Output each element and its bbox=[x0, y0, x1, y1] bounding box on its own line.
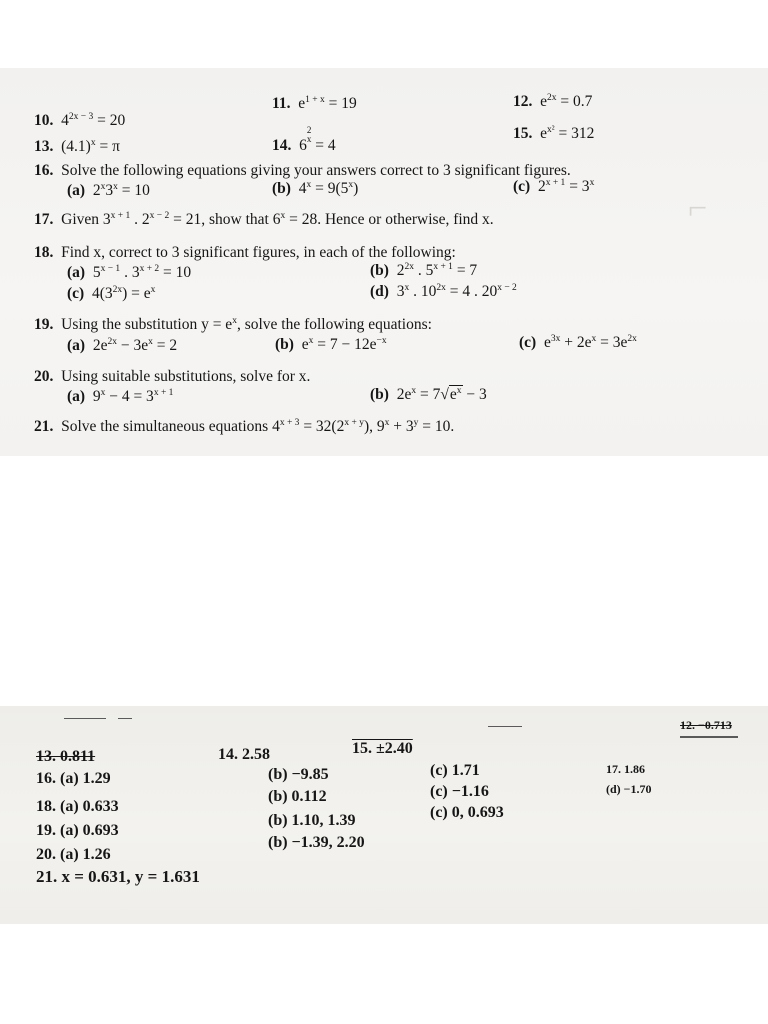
answer-21: 21. x = 0.631, y = 1.631 bbox=[36, 867, 200, 886]
exercise-photo bbox=[0, 68, 768, 456]
answer-18c: (c) −1.16 bbox=[430, 783, 489, 800]
pen-dash bbox=[488, 726, 522, 727]
question-18: 18. Find x, correct to 3 significant figures, in each of the following: bbox=[34, 244, 456, 261]
question-13: 13. $(4.1)^x = \pi$ bbox=[34, 138, 120, 155]
question-14: 14. 62 x = 4 bbox=[272, 125, 336, 154]
q16-part-a: (a) $2^x3^x = 10$ bbox=[67, 182, 150, 199]
answer-19a: 19. (a) 0.693 bbox=[36, 822, 119, 839]
fraction-exponent: 2 x bbox=[306, 125, 312, 144]
answer-17: 17. 1.86 bbox=[606, 762, 645, 776]
question-21: 21. Solve the simultaneous equations $4^{x + 3} = 32(2^{x + y})$, $9^x + 3^y = 10$. bbox=[34, 418, 455, 435]
answer-19c: (c) 0, 0.693 bbox=[430, 804, 504, 821]
q18-part-d: (d) 3$^x$ . $10^{2x} = 4$ . $20^{x - 2}$ bbox=[370, 283, 517, 300]
q19-part-a: (a) $2e^{2x} - 3e^x = 2$ bbox=[67, 337, 178, 354]
answer-18b: (b) 0.112 bbox=[268, 788, 327, 805]
q18-part-a: (a) $5^{x - 1}$ . $3^{x + 2} = 10$ bbox=[67, 264, 192, 281]
answer-15: 15. ±2.40 bbox=[352, 740, 413, 757]
pen-dash bbox=[118, 718, 132, 719]
question-10: 10. $4^{2x - 3} = 20$ bbox=[34, 112, 126, 129]
answer-20b: (b) −1.39, 2.20 bbox=[268, 834, 365, 851]
answer-16b: (b) −9.85 bbox=[268, 766, 329, 783]
answer-18d: (d) −1.70 bbox=[606, 782, 652, 796]
radical-sign: √ bbox=[440, 386, 449, 403]
question-17: 17. Given $3^{x + 1}$ . $2^{x - 2} = 21$, show that $6^x = 28$. Hence or otherwise, find x. bbox=[34, 211, 494, 228]
answers-photo bbox=[0, 706, 768, 924]
bleed-through-mark: ⌐ bbox=[688, 190, 708, 227]
q16-part-c: (c) $2^{x + 1} = 3^x$ bbox=[513, 178, 595, 195]
q19-part-c: (c) $e^{3x} + 2e^x = 3e^{2x}$ bbox=[519, 334, 637, 351]
radical-content: $e^x$ bbox=[449, 386, 462, 403]
answer-16a: 16. (a) 1.29 bbox=[36, 770, 111, 787]
pen-underline bbox=[680, 736, 738, 738]
answer-19b: (b) 1.10, 1.39 bbox=[268, 812, 356, 829]
question-16: 16. Solve the following equations giving your answers correct to 3 significant figures. bbox=[34, 162, 571, 179]
answer-13: 13. 0.811 bbox=[36, 748, 96, 765]
answer-18a: 18. (a) 0.633 bbox=[36, 798, 119, 815]
question-20: 20. Using suitable substitutions, solve for x. bbox=[34, 368, 311, 385]
q16-part-b: (b) $4^x = 9(5^x)$ bbox=[272, 180, 359, 197]
q20-part-b: (b) $2e^x = 7√e^x - 3$ bbox=[370, 386, 487, 403]
pen-dash bbox=[64, 718, 106, 719]
q18-part-c: (c) $4(3^{2x}) = e^x$ bbox=[67, 285, 156, 302]
question-19: 19. Using the substitution $y = e^x$, solve the following equations: bbox=[34, 316, 432, 333]
question-11: 11. $e^{1 + x} = 19$ bbox=[272, 95, 357, 112]
q18-part-b: (b) $2^{2x}$ . $5^{x + 1} = 7$ bbox=[370, 262, 478, 279]
answer-16c: (c) 1.71 bbox=[430, 762, 480, 779]
question-15: 15. $e^{x^2} = 312$ bbox=[513, 125, 595, 142]
answer-12: 12. −0.713 bbox=[680, 718, 732, 732]
answer-20a: 20. (a) 1.26 bbox=[36, 846, 111, 863]
q20-part-a: (a) $9^x - 4 = 3^{x + 1}$ bbox=[67, 388, 174, 405]
question-12: 12. $e^{2x} = 0.7$ bbox=[513, 93, 593, 110]
q19-part-b: (b) $e^x = 7 - 12e^{-x}$ bbox=[275, 336, 387, 353]
answer-14: 14. 2.58 bbox=[218, 746, 270, 763]
